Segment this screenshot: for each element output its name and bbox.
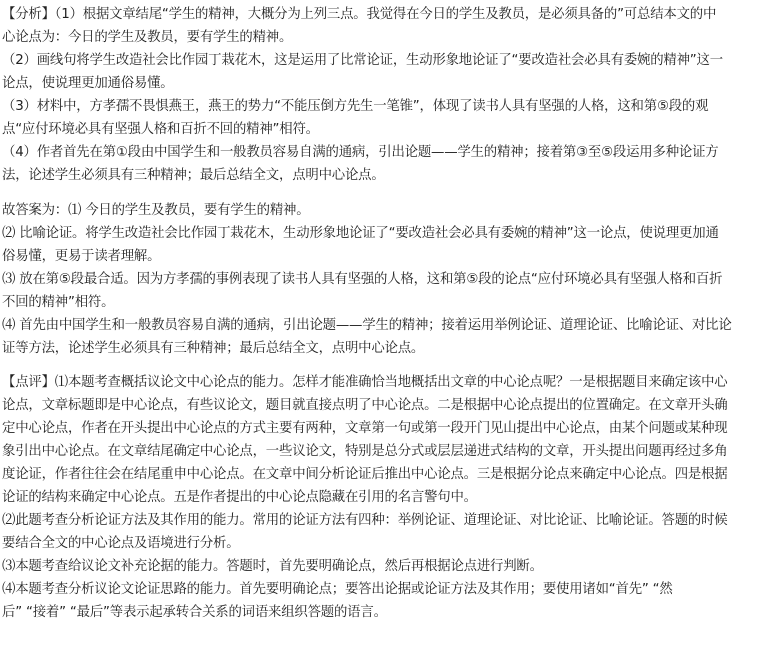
analysis-section <box>2 3 776 187</box>
comment-line: 象引出中心论点。在文章结尾确定中心论点，一些议论文，特别是总分式或层层递进式结构的文章，开头提出问题再经过多角 <box>2 444 728 459</box>
comment-line: 论点，文章标题即是中心论点，有些议论文，题目就直接点明了中心论点。二是根据中心论点提出的位置确定。在文章开头确 <box>2 398 728 413</box>
comment-line: 后” “接着” “最后”等表示起承转合关系的词语来组织答题的语言。 <box>2 605 387 620</box>
answer-section <box>2 199 776 360</box>
analysis-line: 论点，使说理更加通俗易懂。 <box>2 76 174 91</box>
comment-line: 定中心论点，作者在开头提出中心论点的方式主要有两种，文章第一句或第一段开门见山提出中心论点，由某个问题或某种现 <box>2 421 728 436</box>
answer-line: ⑵ 比喻论证。将学生改造社会比作园丁栽花木，生动形象地论证了“要改造社会必具有委婉的精神”这一论点，使说理更加通 <box>2 226 719 241</box>
comment-line: 度论证，作者往往会在结尾重申中心论点。在文章中间分析论证后推出中心论点。三是根据分论点来确定中心论点。四是根据 <box>2 467 728 482</box>
section-gap <box>2 360 776 371</box>
answer-line: 不回的精神”相符。 <box>2 295 115 310</box>
analysis-line: （3）材料中，方孝孺不畏惧燕王，燕王的势力“不能压倒方先生一笔锥”，体现了读书人具有坚强的人格，这和第⑤段的观 <box>2 99 709 114</box>
comment-line: 要结合全文的中心论点及语境进行分析。 <box>2 536 240 551</box>
comment-line: 论证的结构来确定中心论点。五是作者提出的中心论点隐藏在引用的名言警句中。 <box>2 490 477 505</box>
answer-line: 证等方法，论述学生必须具有三种精神；最后总结全文，点明中心论点。 <box>2 341 425 356</box>
comment-line: ⑶本题考查给议论文补充论据的能力。答题时，首先要明确论点，然后再根据论点进行判断。 <box>2 559 543 574</box>
answer-line: ⑷ 首先由中国学生和一般教员容易自满的通病，引出论题——学生的精神；接着运用举例论证、道理论证、比喻论证、对比论 <box>2 318 732 333</box>
comment-section <box>2 371 776 624</box>
analysis-line: （4）作者首先在第①段由中国学生和一般教员容易自满的通病，引出论题——学生的精神；接着第③至⑤段运用多种论证方 <box>2 145 719 160</box>
comment-line: ⑵此题考查分析论证方法及其作用的能力。常用的论证方法有四种：举例论证、道理论证、对比论证、比喻论证。答题的时候 <box>2 513 728 528</box>
analysis-line: 点“应付环境必具有坚强人格和百折不回的精神”相符。 <box>2 122 319 137</box>
analysis-line: 【分析】（1）根据文章结尾“学生的精神，大概分为上列三点。我觉得在今日的学生及教员，是必须具备的”可总结本文的中 <box>2 7 717 22</box>
analysis-line: 法，论述学生必须具有三种精神；最后总结全文，点明中心论点。 <box>2 168 385 183</box>
comment-line: 【点评】⑴本题考查概括议论文中心论点的能力。怎样才能准确恰当地概括出文章的中心论点呢？一是根据题目来确定该中心 <box>2 375 728 390</box>
section-gap <box>2 187 776 199</box>
answer-line: 俗易懂，更易于读者理解。 <box>2 249 161 264</box>
answer-line: 故答案为：⑴ 今日的学生及教员，要有学生的精神。 <box>2 203 310 218</box>
comment-line: ⑷本题考查分析议论文论证思路的能力。首先要明确论点；要答出论据或论证方法及其作用；要使用诸如“首先” “然 <box>2 582 673 597</box>
analysis-line: 心论点为：今日的学生及教员，要有学生的精神。 <box>2 30 293 45</box>
answer-line: ⑶ 放在第⑤段最合适。因为方孝孺的事例表现了读书人具有坚强的人格，这和第⑤段的论点“应付环境必具有坚强人格和百折 <box>2 272 723 287</box>
analysis-line: （2）画线句将学生改造社会比作园丁栽花木，这是运用了比常论证，生动形象地论证了“要改造社会必具有委婉的精神”这一 <box>2 53 723 68</box>
